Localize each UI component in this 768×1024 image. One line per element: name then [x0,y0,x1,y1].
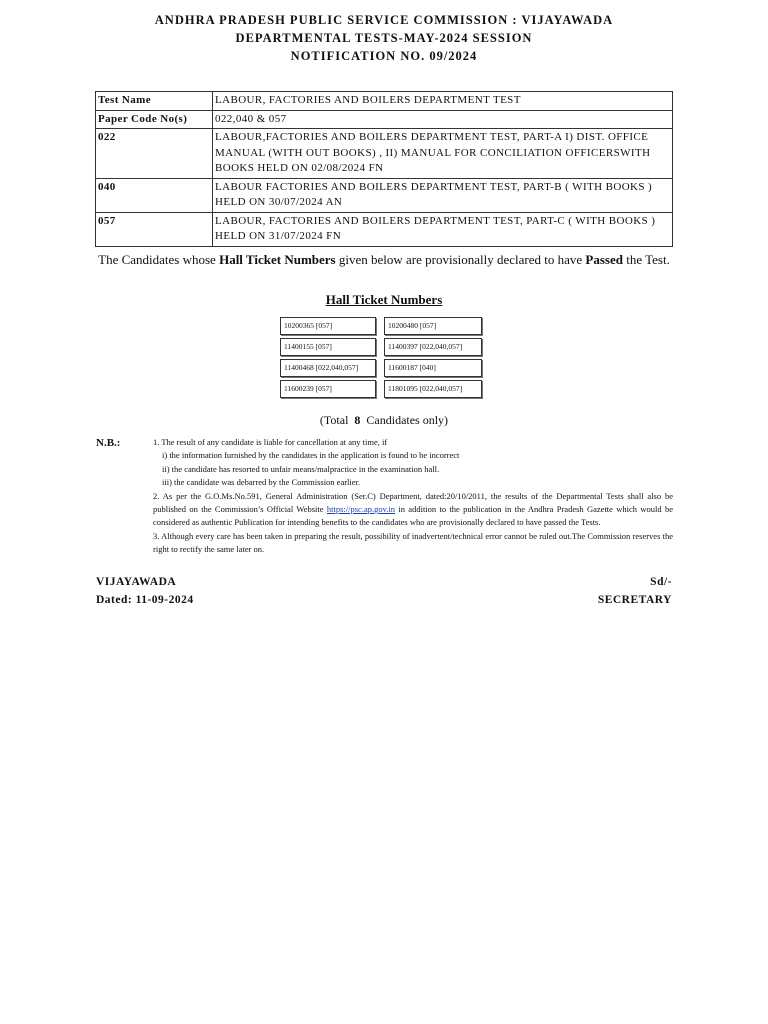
note-1: 1. The result of any candidate is liable for cancellation at any time, if [153,437,388,447]
notification-number: NOTIFICATION NO. 09/2024 [290,49,478,63]
designation: SECRETARY [597,594,672,606]
issue-date: Dated: 11-09-2024 [96,594,194,606]
signature-block [598,573,672,609]
hall-ticket-cell: 11400468 [022,040,057] [280,359,376,377]
table-row [96,178,673,212]
nb-label: N.B.: [96,437,121,449]
commission-title: ANDHRA PRADESH PUBLIC SERVICE COMMISSION : VIJAYAWADA [154,13,614,27]
note-3: 3. Although every care has been taken in preparing the result, possibility of inadvertent/technical error cannot be ruled out.The Commission reserves the right to rectify the same later on. [153,530,673,555]
declaration-part: the Test. [622,252,670,267]
test-info-table [95,91,673,247]
hall-ticket-cell: 11801095 [022,040,057] [384,380,482,398]
row-key: Test Name [96,92,213,111]
website-link[interactable]: https://psc.ap.gov.in [326,504,396,515]
row-value: 022,040 & 057 [213,110,673,129]
hall-ticket-heading: Hall Ticket Numbers [325,292,443,307]
row-key: Paper Code No(s) [96,110,213,129]
hall-ticket-cell: 11400397 [022,040,057] [384,338,482,356]
declaration-bold: Hall Ticket Numbers [219,252,336,267]
document-header [0,11,768,65]
hall-ticket-cell: 10200365 [057] [280,317,376,335]
total-suffix: Candidates only) [366,413,449,427]
total-candidates [0,413,768,428]
table-row [96,110,673,129]
table-row [96,92,673,111]
issue-place-date [96,573,194,609]
row-value: LABOUR, FACTORIES AND BOILERS DEPARTMENT TEST [213,92,673,111]
signature-mark: Sd/- [650,576,672,588]
total-count: 8 [354,413,361,427]
declaration-bold: Passed [585,252,623,267]
declaration-text [95,251,673,269]
declaration-part: The Candidates whose [98,252,220,267]
row-key: 022 [96,129,213,179]
hall-ticket-cell: 11600239 [057] [280,380,376,398]
table-row [96,129,673,179]
nb-notes [153,436,673,557]
row-value: LABOUR,FACTORIES AND BOILERS DEPARTMENT TEST, PART-A I) DIST. OFFICE MANUAL (WITH OUT BOOKS) , II) MANUAL FOR CONCILIATION OFFICERSWITH BOOKS HELD ON 02/08/2024 FN [213,129,673,179]
row-value: LABOUR FACTORIES AND BOILERS DEPARTMENT TEST, PART-B ( WITH BOOKS ) HELD ON 30/07/2024 AN [213,178,673,212]
hall-ticket-grid [280,317,486,398]
note-2-text: in addition to the publication in the Andhra Pradesh Gazette which would be considered as authentic Publication for intending benefits to the candidates who are provisionally declared to have passed the Tests. [153,504,673,528]
hall-ticket-cell: 11400155 [057] [280,338,376,356]
declaration-part: given below are provisionally declared to have [335,252,586,267]
note-2 [153,490,673,530]
note-1-i: i) the information furnished by the candidates in the application is found to be incorrect [162,450,460,461]
note-2-text: 2. As per the G.O.Ms.No.591, General Administration (Ser.C) Department, dated:20/10/2011, the results of the Departmental Tests shall also be published on the Commission’s Official Website [153,490,673,515]
table-row [96,212,673,246]
hall-ticket-cell: 11600187 [040] [384,359,482,377]
issue-place: VIJAYAWADA [96,576,177,588]
hall-ticket-cell: 10200480 [057] [384,317,482,335]
note-1-ii: ii) the candidate has resorted to unfair means/malpractice in the examination hall. [162,463,440,474]
row-key: 040 [96,178,213,212]
row-key: 057 [96,212,213,246]
total-prefix: (Total [319,413,349,427]
session-title: DEPARTMENTAL TESTS-MAY-2024 SESSION [235,31,533,45]
row-value: LABOUR, FACTORIES AND BOILERS DEPARTMENT TEST, PART-C ( WITH BOOKS ) HELD ON 31/07/2024 FN [213,212,673,246]
note-1-iii: iii) the candidate was debarred by the Commission earlier. [162,477,361,488]
